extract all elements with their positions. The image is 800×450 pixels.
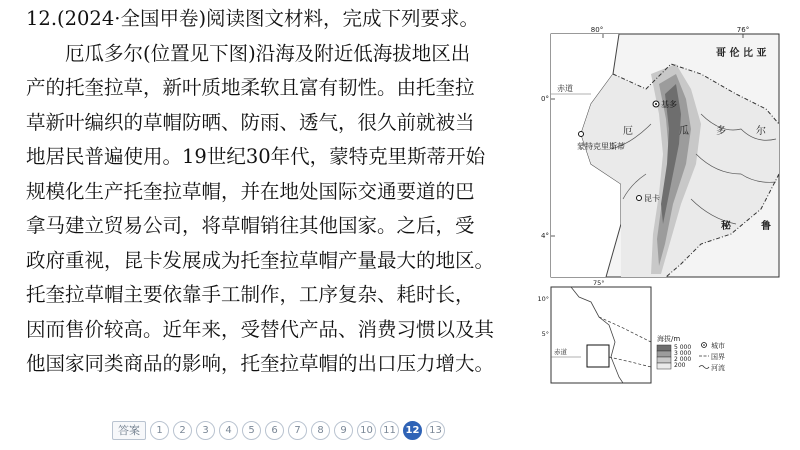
- page-button-5[interactable]: 5: [242, 421, 261, 440]
- legend-elevation: 5 000: [674, 344, 692, 351]
- lat-label: 0°: [541, 95, 549, 103]
- paragraph-line: 厄瓜多尔(位置见下图)沿海及附近低海拔地区出: [65, 41, 471, 65]
- legend-item: 国界: [711, 353, 725, 361]
- country-label-ecuador: 尔: [756, 126, 766, 137]
- page-button-2[interactable]: 2: [173, 421, 192, 440]
- page-button-1[interactable]: 1: [150, 421, 169, 440]
- paragraph-line: 因而售价较高。近年来，受替代产品、消费习惯以及其: [26, 317, 495, 341]
- paragraph-line: 政府重视，昆卡发展成为托奎拉草帽产量最大的地区。: [26, 248, 495, 272]
- page-button-11[interactable]: 11: [380, 421, 399, 440]
- country-label-peru: 鲁: [761, 221, 771, 232]
- city-marker-montecristi: [579, 132, 584, 137]
- inset-lat-label: 10°: [537, 295, 549, 303]
- answer-button[interactable]: 答案: [112, 421, 146, 440]
- city-label-cuenca: 昆卡: [644, 194, 660, 203]
- paragraph-line: 规模化生产托奎拉草帽，并在地处国际交通要道的巴: [26, 179, 475, 203]
- paragraph-line: 产的托奎拉草，新叶质地柔软且富有韧性。由托奎拉: [26, 76, 475, 99]
- legend-swatch: [657, 357, 671, 363]
- country-label-peru: 秘: [721, 221, 731, 232]
- inset-lat-label: 5°: [541, 330, 549, 338]
- country-label-colombia: 哥 伦 比 亚: [716, 48, 767, 59]
- paragraph-line: 草新叶编织的草帽防晒、防雨、透气，很久前就被当: [26, 110, 475, 134]
- page-button-4[interactable]: 4: [219, 421, 238, 440]
- ecuador-map: [541, 26, 779, 277]
- city-marker-cuenca: [637, 196, 642, 201]
- page-button-7[interactable]: 7: [288, 421, 307, 440]
- country-label-ecuador: 厄: [623, 126, 633, 137]
- country-label-ecuador: 瓜: [679, 126, 689, 137]
- paragraph-line: 地居民普遍使用。19世纪30年代，蒙特克里斯蒂开始: [26, 145, 486, 168]
- page-button-12-current[interactable]: 12: [403, 421, 422, 440]
- inset-equator-label: 赤道: [554, 348, 567, 356]
- equator-label: 赤道: [557, 84, 573, 93]
- location-inset-map: [537, 279, 779, 395]
- legend-river-icon: [699, 366, 709, 369]
- inset-lon-label: 75°: [593, 279, 605, 287]
- page-button-3[interactable]: 3: [196, 421, 215, 440]
- paragraph-line: 托奎拉草帽主要依靠手工制作，工序复杂、耗时长，: [26, 283, 475, 306]
- page-navigation: [112, 419, 445, 441]
- lon-label: 80°: [590, 26, 604, 34]
- page-button-8[interactable]: 8: [311, 421, 330, 440]
- legend-elevation: 200: [674, 362, 686, 369]
- paragraph-line: 拿马建立贸易公司，将草帽销往其他国家。之后，受: [26, 214, 475, 237]
- page-button-6[interactable]: 6: [265, 421, 284, 440]
- legend-elevation: 3 000: [674, 350, 692, 357]
- legend-item: 河流: [711, 364, 725, 372]
- legend-swatch: [657, 351, 671, 357]
- city-label-quito: 基多: [661, 100, 677, 109]
- lon-label: 76°: [736, 26, 750, 34]
- legend-swatch: [657, 363, 671, 369]
- legend-swatch: [657, 345, 671, 351]
- lat-label: 4°: [541, 232, 549, 240]
- question-text: [26, 2, 534, 382]
- paragraph-line: 他国家同类商品的影响，托奎拉草帽的出口压力增大。: [26, 352, 495, 375]
- page-button-10[interactable]: 10: [357, 421, 376, 440]
- legend-item: 城市: [711, 342, 725, 350]
- legend-title: 海拔/m: [657, 335, 681, 343]
- question-header: 12.(2024·全国甲卷)阅读图文材料，完成下列要求。: [26, 7, 480, 30]
- page-button-13[interactable]: 13: [426, 421, 445, 440]
- inset-frame: [551, 287, 651, 383]
- city-label-montecristi: 蒙特克里斯蒂: [577, 142, 625, 151]
- page-button-9[interactable]: 9: [334, 421, 353, 440]
- legend-elevation: 2 000: [674, 356, 692, 363]
- country-label-ecuador: 多: [716, 126, 726, 137]
